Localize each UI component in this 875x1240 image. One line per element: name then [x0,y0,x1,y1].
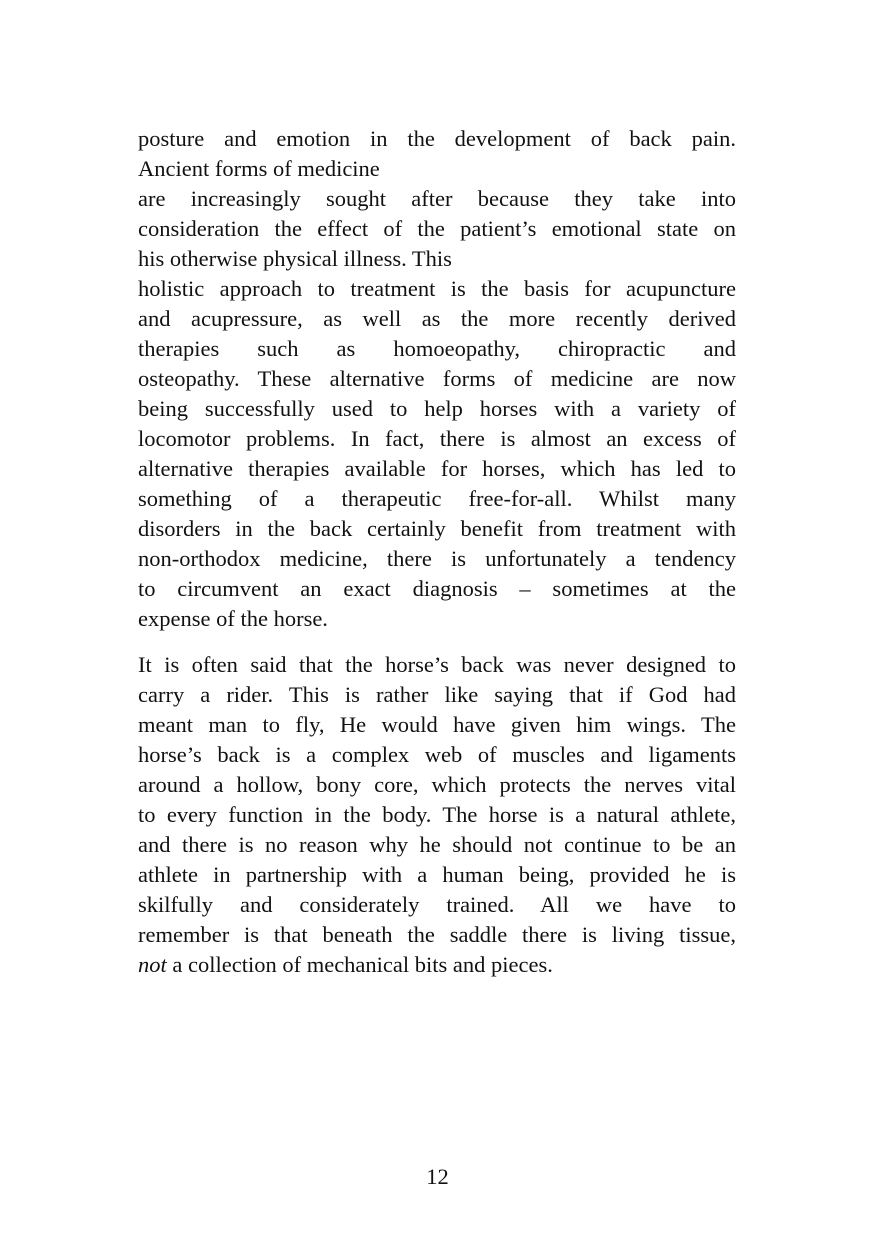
text-line: locomotor problems. In fact, there is almost an excess of [138,426,736,451]
text-line: consideration the effect of the patient’s emotional state on [138,216,736,241]
text-line: and there is no reason why he should not continue to be an [138,832,736,857]
text-line: athlete in partnership with a human being, provided he is [138,862,736,887]
page-number: 12 [426,1164,449,1189]
text-line: non-orthodox medicine, there is unfortunately a tendency [138,546,736,571]
text-line: being successfully used to help horses with a variety of [138,396,736,421]
text-line: therapies such as homoeopathy, chiropractic and [138,336,736,361]
emphasis-not: not [138,952,167,977]
text-line: his otherwise physical illness. This [138,246,452,271]
text-line: meant man to fly, He would have given him wings. The [138,712,736,737]
body-text [138,124,736,980]
text-line: are increasingly sought after because they take into [138,186,736,211]
paragraph-2 [138,650,736,980]
text-line: It is often said that the horse’s back was never designed to [138,652,736,677]
text-line: expense of the horse. [138,606,328,631]
text-line: alternative therapies available for horses, which has led to [138,456,736,481]
text-line: posture and emotion in the development of back pain. [138,126,736,151]
text-line: carry a rider. This is rather like saying that if God had [138,682,736,707]
text-line: remember is that beneath the saddle there is living tissue, [138,922,736,947]
text-line: holistic approach to treatment is the basis for acupuncture [138,276,736,301]
text-line: disorders in the back certainly benefit from treatment with [138,516,736,541]
paragraph-spacer [138,634,736,650]
text-line: horse’s back is a complex web of muscles and ligaments [138,742,736,767]
paragraph-1 [138,124,736,634]
text-line: around a hollow, bony core, which protects the nerves vital [138,772,736,797]
text-line: to circumvent an exact diagnosis – sometimes at the [138,576,736,601]
text-line: skilfully and considerately trained. All we have to [138,892,736,917]
text-line: Ancient forms of medicine [138,156,380,181]
text-line: something of a therapeutic free-for-all. Whilst many [138,486,736,511]
text-line-final [138,950,736,980]
text-line: to every function in the body. The horse is a natural athlete, [138,802,736,827]
text-line: osteopathy. These alternative forms of medicine are now [138,366,736,391]
final-line-text: a collection of mechanical bits and pieces. [166,952,553,977]
text-line: and acupressure, as well as the more recently derived [138,306,736,331]
